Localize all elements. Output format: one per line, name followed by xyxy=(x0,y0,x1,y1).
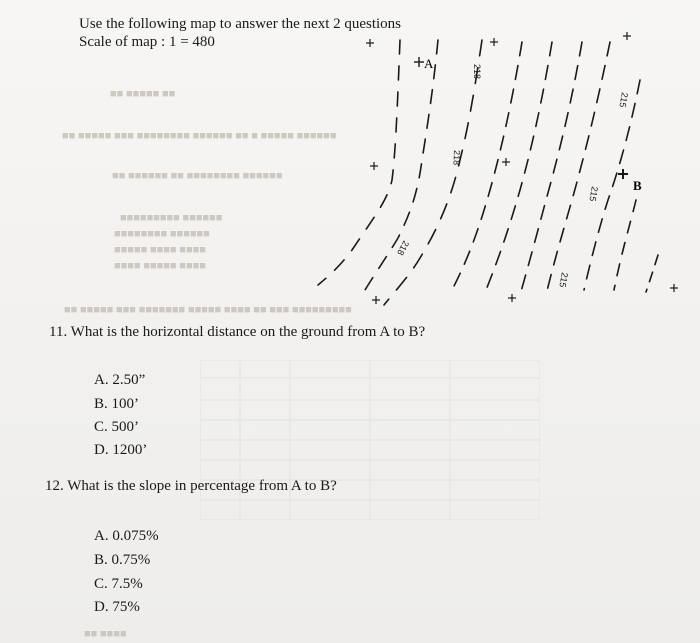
contour-label: 218 xyxy=(451,149,462,166)
contour-line xyxy=(318,40,400,285)
scale-line: Scale of map : 1 = 480 xyxy=(79,34,215,50)
contour-label: 215 xyxy=(557,271,570,289)
point-a-label: A xyxy=(424,56,434,71)
contour-label: 218 xyxy=(395,239,412,258)
spot-height-marks xyxy=(366,32,678,304)
instructions-line: Use the following map to answer the next 2 questions xyxy=(79,16,402,32)
bleed-through-text: ■■ ■■■■■ ■■ xyxy=(110,88,176,100)
contour-line xyxy=(646,255,658,292)
q12-option-b[interactable]: B. 0.75% xyxy=(94,552,151,568)
q12-option-c[interactable]: C. 7.5% xyxy=(94,576,143,592)
bleed-through-text: ■■ ■■■■■■ ■■ ■■■■■■■■ ■■■■■■ xyxy=(112,170,283,182)
bleed-through-text: ■■■■■ ■■■■ ■■■■ xyxy=(114,244,206,256)
bleed-through-text: ■■■■ ■■■■■ ■■■■ xyxy=(114,260,206,272)
contour-label: 215 xyxy=(587,185,600,203)
contour-label: 215 xyxy=(617,91,630,109)
contour-label: 218 xyxy=(472,64,482,80)
point-b-label: B xyxy=(633,178,642,193)
question-12: 12. What is the slope in percentage from A to B? xyxy=(45,478,337,494)
q11-option-b[interactable]: B. 100’ xyxy=(94,396,139,412)
question-11: 11. What is the horizontal distance on the ground from A to B? xyxy=(49,324,426,340)
q11-option-c[interactable]: C. 500’ xyxy=(94,419,139,435)
contour-line xyxy=(452,42,522,290)
bleed-through-text: ■■ ■■■■■ ■■■ ■■■■■■■ ■■■■■ ■■■■ ■■ ■■■ ■■■■■■■■■ xyxy=(64,304,352,316)
q12-option-d[interactable]: D. 75% xyxy=(94,599,140,615)
contour-line xyxy=(520,42,582,295)
bleed-through-text: ■■■■■■■■ ■■■■■■ xyxy=(114,228,210,240)
bleed-through-text: ■■ ■■■■■ ■■■ ■■■■■■■■ ■■■■■■ ■■ ■ ■■■■■ ■■■■■■ xyxy=(62,130,337,142)
q12-option-a[interactable]: A. 0.075% xyxy=(94,528,159,544)
bleed-through-text: ■■■■■■■■■ ■■■■■■ xyxy=(120,212,223,224)
contour-line xyxy=(584,80,640,290)
point-b-marker xyxy=(618,169,642,193)
contour-line xyxy=(614,200,636,290)
contour-line xyxy=(546,42,610,295)
bleed-through-text: ■■ ■■■■ xyxy=(84,628,127,640)
bleed-through-table xyxy=(200,360,540,520)
point-a-marker xyxy=(414,56,434,71)
q11-option-a[interactable]: A. 2.50” xyxy=(94,372,146,388)
q11-option-d[interactable]: D. 1200’ xyxy=(94,442,148,458)
